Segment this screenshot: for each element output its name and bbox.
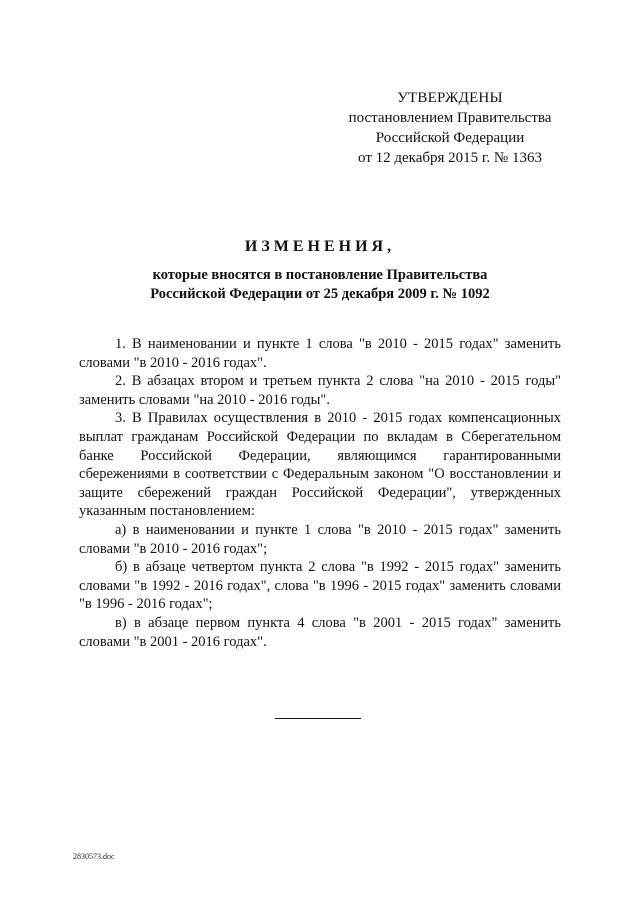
approval-line-1: постановлением Правительства [348,110,552,126]
approval-line-3: от 12 декабря 2015 г. № 1363 [358,150,542,166]
paragraph-3: 3. В Правилах осуществления в 2010 - 2015 годах компенсационных выплат гражданам Российской Федерации по вкладам в Сберегательном банке Российской Федерации, являющимся гарантированными сбережениями в соответствии с Федеральным законом "О восстановлении и защите сбережений граждан Российской Федерации", утвержденных указанным постановлением: [79,410,561,520]
document-heading [80,238,560,304]
footer-filename: 2830573.doc [73,852,115,861]
document-body [79,335,561,651]
paragraph-3a: а) в наименовании и пункте 1 слова "в 2010 - 2015 годах" заменить словами "в 2010 - 2016 годах"; [79,521,561,557]
heading-subtitle-line-2: Российской Федерации от 25 декабря 2009 г. № 1092 [150,286,490,302]
closing-rule [275,718,361,719]
approval-block [340,88,560,168]
paragraph-2: 2. В абзацах втором и третьем пункта 2 слова "на 2010 - 2015 годы" заменить словами "на 2010 - 2016 годы". [79,373,561,408]
paragraph-1: 1. В наименовании и пункте 1 слова "в 2010 - 2015 годах" заменить словами "в 2010 - 2016 годах". [79,336,561,371]
heading-subtitle-line-1: которые вносятся в постановление Правительства [152,267,488,283]
paragraph-3b: б) в абзаце четвертом пункта 2 слова "в 1992 - 2015 годах" заменить словами "в 1992 - 2016 годах", слова "в 1996 - 2015 годах" заменить словами "в 1996 - 2016 годах"; [79,559,561,613]
approval-line-2: Российской Федерации [375,130,525,146]
approval-title: УТВЕРЖДЕНЫ [397,90,503,106]
paragraph-3v: в) в абзаце первом пункта 4 слова "в 2001 - 2015 годах" заменить словами "в 2001 - 2016 годах". [79,614,561,650]
heading-title: ИЗМЕНЕНИЯ, [244,238,396,255]
